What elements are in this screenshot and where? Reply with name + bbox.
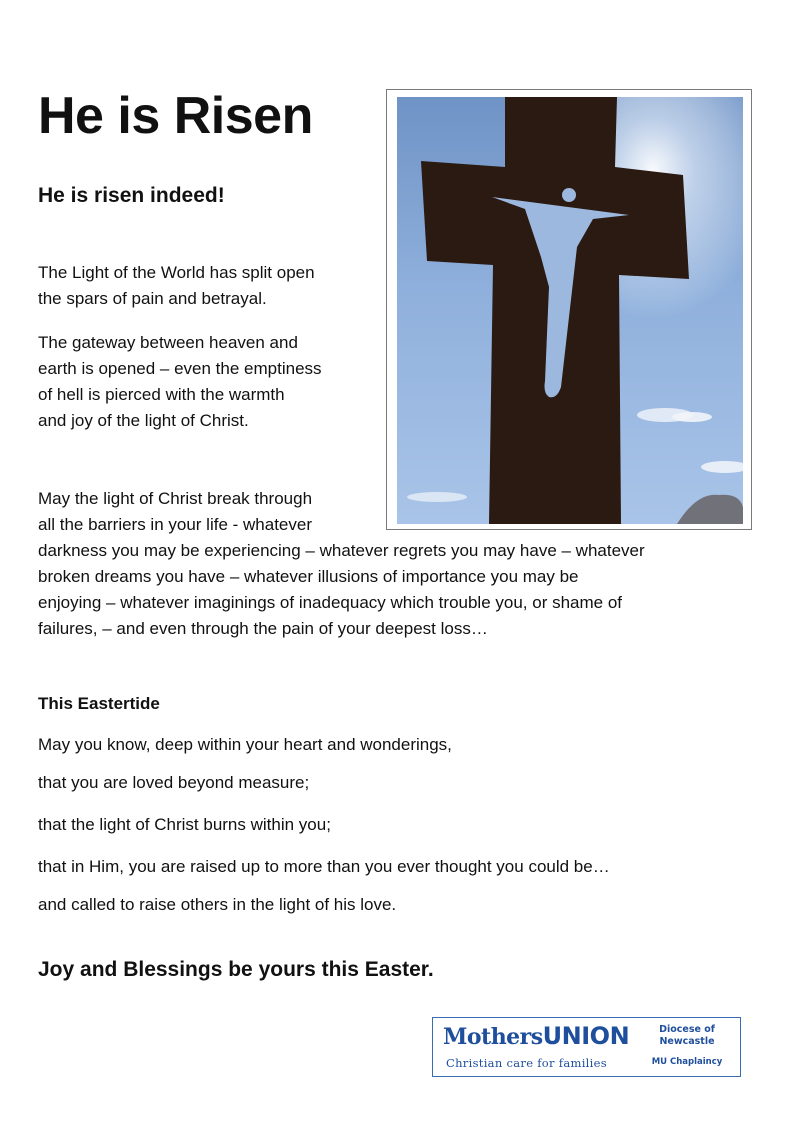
- page-subtitle: He is risen indeed!: [38, 184, 225, 207]
- closing-blessing: Joy and Blessings be yours this Easter.: [38, 958, 434, 981]
- logo-tagline: Christian care for families: [446, 1056, 607, 1070]
- section-heading: This Eastertide: [38, 694, 160, 713]
- cross-photo: [386, 89, 752, 530]
- paragraph-light-of-world: The Light of the World has split open the spars of pain and betrayal.: [38, 263, 315, 308]
- blessing-line: and called to raise others in the light of his love.: [38, 895, 397, 914]
- blessing-line: that in Him, you are raised up to more than you ever thought you could be…: [38, 857, 610, 876]
- mothers-union-logo: [432, 1017, 741, 1077]
- blessing-line: that you are loved beyond measure;: [38, 773, 310, 792]
- logo-chaplaincy: MU Chaplaincy: [651, 1057, 723, 1067]
- blessing-line: May you know, deep within your heart and wonderings,: [38, 735, 452, 754]
- logo-word-union: UNION: [542, 1022, 630, 1050]
- page-title: He is Risen: [38, 87, 313, 145]
- blessing-line: that the light of Christ burns within you;: [38, 815, 331, 834]
- paragraph-gateway: The gateway between heaven and earth is opened – even the emptiness of hell is pierced with the warmth and joy of the light of Christ.: [38, 333, 322, 430]
- logo-word-mothers: Mothers: [443, 1024, 543, 1050]
- cross-silhouette-image: [397, 97, 743, 524]
- mothers-union-wordmark: [443, 1024, 629, 1048]
- paragraph-light-break-through: May the light of Christ break through all the barriers in your life - whatever darkness you may be experiencing – whatever regrets you may have – whatever broken dreams you have – whatever illusions of importance you may be enjoying – whatever imaginings of inadequacy which trouble you, or shame of failures, – and even through the pain of your deepest loss…: [38, 489, 645, 638]
- logo-diocese: Diocese of Newcastle: [659, 1024, 715, 1047]
